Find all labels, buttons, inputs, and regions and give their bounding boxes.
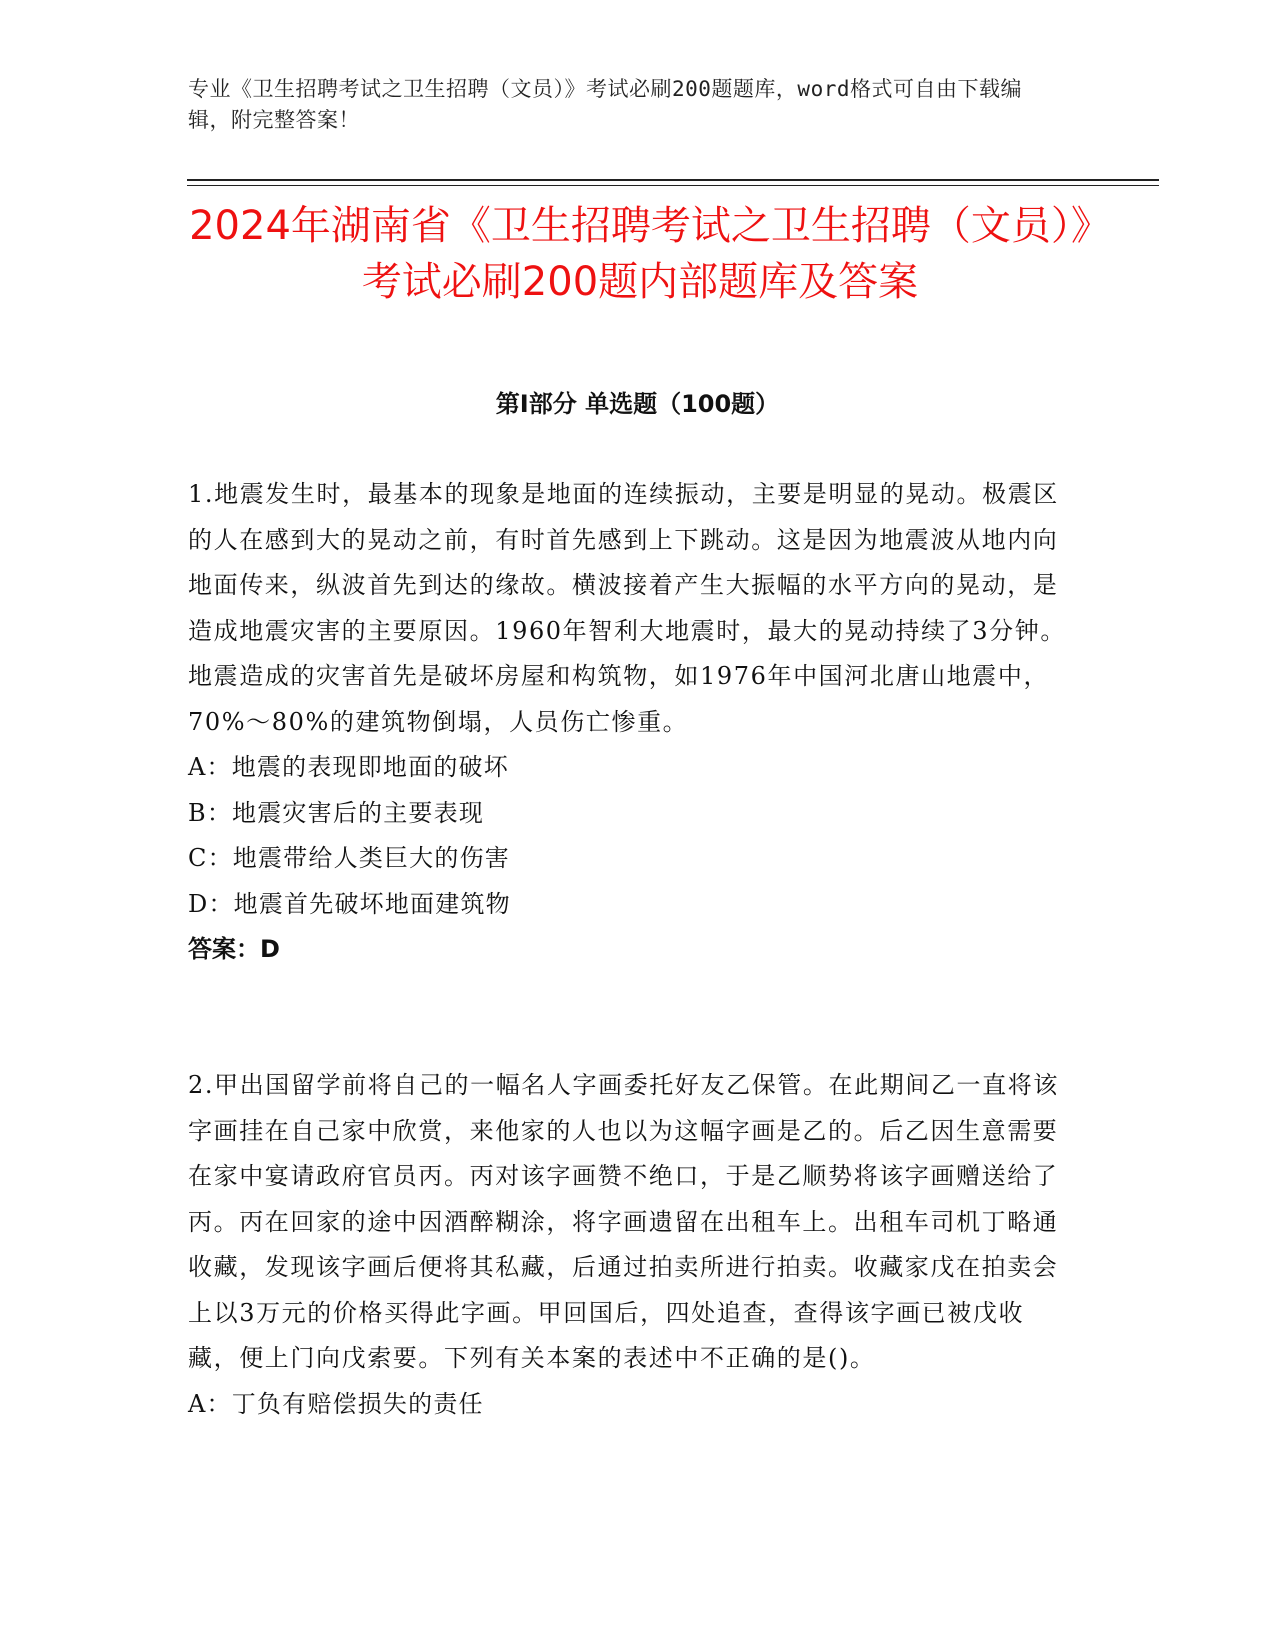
header-rule-thin [187, 185, 1159, 186]
option-a: A：地震的表现即地面的破坏 [188, 753, 509, 781]
option-a: A：丁负有赔偿损失的责任 [188, 1389, 484, 1418]
section-heading: 第Ⅰ部分 单选题（100题） [495, 390, 780, 418]
question-stem: 1.地震发生时，最基本的现象是地面的连续振动，主要是明显的晃动。极震区的人在感到大的晃动之前，有时首先感到上下跳动。这是因为地震波从地内向地面传来，纵波首先到达的缘故。横波接着产生大振幅的水平方向的晃动，是造成地震灾害的主要原因。1960年智利大地震时，最大的晃动持续了3分钟。地震造成的灾害首先是破坏房屋和构筑物，如1976年中国河北唐山地震中，70%～80%的建筑物倒塌，人员伤亡惨重。 [188, 480, 1066, 736]
question-1 [188, 472, 1068, 973]
option-b: B：地震灾害后的主要表现 [188, 798, 485, 827]
question-stem: 2.甲出国留学前将自己的一幅名人字画委托好友乙保管。在此期间乙一直将该字画挂在自己家中欣赏，来他家的人也以为这幅字画是乙的。后乙因生意需要在家中宴请政府官员丙。丙对该字画赞不绝口，于是乙顺势将该字画赠送给了丙。丙在回家的途中因酒醉糊涂，将字画遗留在出租车上。出租车司机丁略通收藏，发现该字画后便将其私藏，后通过拍卖所进行拍卖。收藏家戊在拍卖会上以3万元的价格买得此字画。甲回国后，四处追查，查得该字画已被戊收藏，便上门向戊索要。下列有关本案的表述中不正确的是()。 [188, 1071, 1059, 1372]
option-d: D：地震首先破坏地面建筑物 [188, 889, 511, 918]
document-title: 2024年湖南省《卫生招聘考试之卫生招聘（文员）》考试必刷200题内部题库及答案 [189, 203, 1091, 305]
document-intro: 专业《卫生招聘考试之卫生招聘（文员）》考试必刷200题题库，word格式可自由下载编辑，附完整答案！ [188, 77, 1022, 132]
option-c: C：地震带给人类巨大的伤害 [188, 844, 510, 872]
header-rule-thick [187, 179, 1159, 181]
question-2 [188, 1063, 1068, 1427]
answer: 答案：D [188, 935, 280, 963]
